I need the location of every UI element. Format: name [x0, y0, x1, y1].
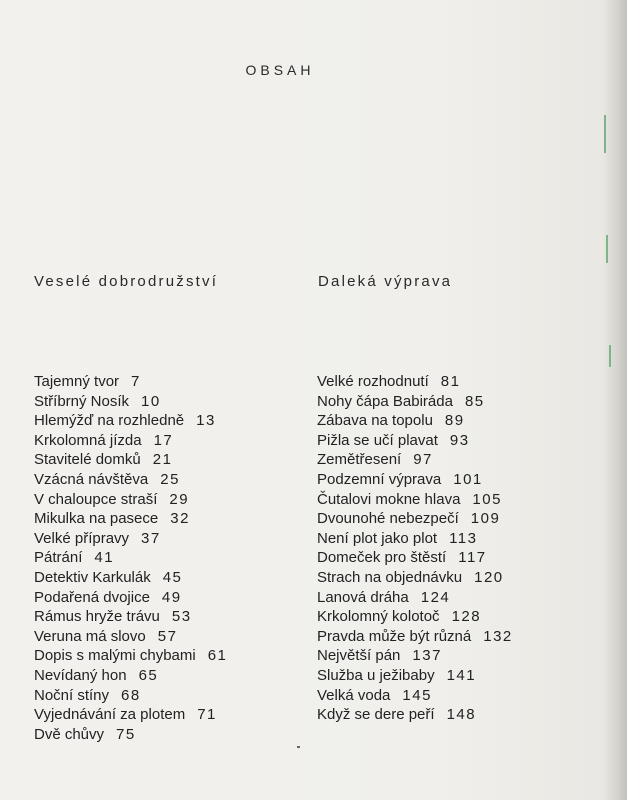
entry-page-number: 85 [464, 392, 485, 410]
contents-entry [34, 548, 227, 568]
entry-title: Krkolomný kolotoč [317, 608, 440, 626]
entry-page-number: 93 [449, 431, 470, 449]
entry-title: Velké rozhodnutí [317, 373, 429, 390]
entry-title: Nohy čápa Babiráda [317, 392, 453, 410]
page-mark [297, 746, 300, 748]
contents-entry [317, 568, 513, 588]
contents-entry [34, 607, 227, 627]
entry-page-number: 124 [420, 588, 451, 606]
contents-entry [317, 372, 513, 392]
contents-entry [34, 509, 227, 529]
green-margin-mark [606, 235, 608, 263]
contents-entry [317, 450, 513, 470]
entry-title: Není plot jako plot [317, 529, 438, 547]
entry-page-number: 89 [444, 412, 465, 430]
entry-title: Noční stíny [34, 686, 110, 704]
entry-title: Vyjednávání za plotem [34, 706, 186, 724]
page-edge-shadow [603, 0, 627, 800]
contents-entry [34, 529, 227, 549]
entry-page-number: 37 [141, 529, 161, 547]
contents-entry [317, 548, 513, 568]
entry-page-number: 128 [451, 608, 482, 626]
contents-entry [317, 490, 513, 510]
contents-entry [34, 372, 227, 392]
entry-page-number: 53 [171, 608, 192, 626]
contents-entry [34, 666, 227, 686]
entry-page-number: 105 [472, 490, 502, 508]
entry-page-number: 21 [152, 451, 173, 469]
entry-page-number: 41 [94, 549, 115, 567]
entry-page-number: 13 [196, 412, 216, 430]
contents-entry [34, 490, 227, 510]
entry-page-number: 32 [170, 510, 190, 528]
entry-page-number: 117 [458, 549, 487, 567]
entry-page-number: 97 [413, 451, 433, 469]
entry-page-number: 81 [440, 373, 461, 390]
contents-entry [317, 686, 513, 706]
left-section-title: Veselé dobrodružství [34, 273, 219, 290]
green-margin-mark [609, 345, 611, 367]
entry-title: Domeček pro štěstí [317, 549, 447, 567]
entry-page-number: 109 [470, 510, 501, 528]
entry-title: Čutalovi mokne hlava [317, 490, 461, 508]
entry-page-number: 45 [162, 568, 183, 586]
entry-title: Pravda může být různá [317, 627, 472, 645]
contents-entry [34, 588, 227, 608]
entry-title: Nevídaný hon [34, 666, 127, 684]
entry-page-number: 10 [141, 392, 161, 410]
contents-entry [317, 470, 513, 490]
contents-entry [317, 646, 513, 666]
entry-page-number: 137 [412, 647, 442, 665]
entry-page-number: 49 [161, 588, 182, 606]
entry-page-number: 141 [446, 666, 477, 684]
entry-page-number: 17 [153, 431, 174, 449]
entry-title: Pižla se učí plavat [317, 431, 438, 449]
entry-page-number: 113 [449, 529, 478, 547]
entry-title: Vzácná návštěva [34, 470, 149, 488]
contents-entry [34, 686, 227, 706]
entry-title: Stříbrný Nosík [34, 392, 130, 410]
entry-page-number: 57 [157, 627, 178, 645]
entry-page-number: 65 [138, 666, 159, 684]
contents-entry [317, 392, 513, 412]
entry-page-number: 68 [121, 686, 141, 704]
contents-entry [317, 431, 513, 451]
contents-entry [34, 470, 227, 490]
contents-entry [317, 509, 513, 529]
entry-title: Krkolomná jízda [34, 431, 142, 449]
entry-title: Podařená dvojice [34, 588, 150, 606]
contents-entry [34, 725, 227, 745]
contents-entry [317, 607, 513, 627]
entry-page-number: 148 [446, 706, 477, 724]
contents-entry [34, 705, 227, 725]
entry-title: Zábava na topolu [317, 412, 433, 430]
contents-entry [317, 627, 513, 647]
entry-title: Velké přípravy [34, 529, 130, 547]
entry-title: Tajemný tvor [34, 373, 120, 390]
entry-page-number: 120 [474, 568, 504, 586]
green-margin-mark [604, 115, 606, 153]
entry-title: Dopis s malými chybami [34, 647, 196, 665]
contents-entry [317, 529, 513, 549]
right-contents-list [317, 372, 513, 725]
entry-title: Velká voda [317, 686, 391, 704]
entry-title: V chaloupce straší [34, 490, 158, 508]
contents-entry [34, 646, 227, 666]
entry-page-number: 75 [116, 725, 136, 743]
contents-entry [34, 431, 227, 451]
entry-title: Největší pán [317, 647, 401, 665]
entry-page-number: 25 [160, 470, 180, 488]
contents-heading: OBSAH [245, 62, 315, 78]
entry-title: Lanová dráha [317, 588, 409, 606]
contents-entry [317, 666, 513, 686]
contents-entry [34, 450, 227, 470]
entry-title: Když se dere peří [317, 706, 435, 724]
entry-title: Veruna má slovo [34, 627, 146, 645]
entry-title: Dvounohé nebezpečí [317, 510, 459, 528]
right-section-title: Daleká výprava [318, 273, 453, 290]
entry-title: Detektiv Karkulák [34, 568, 151, 586]
contents-entry [34, 568, 227, 588]
entry-title: Mikulka na pasece [34, 510, 159, 528]
entry-page-number: 29 [169, 490, 190, 508]
entry-page-number: 132 [483, 627, 513, 645]
entry-page-number: 101 [453, 470, 483, 488]
entry-title: Stavitelé domků [34, 451, 141, 469]
entry-page-number: 61 [207, 647, 228, 665]
contents-entry [34, 627, 227, 647]
entry-title: Pátrání [34, 549, 83, 567]
entry-title: Zemětřesení [317, 451, 402, 469]
contents-entry [317, 705, 513, 725]
left-contents-list [34, 372, 227, 744]
entry-title: Strach na objednávku [317, 568, 463, 586]
contents-entry [317, 411, 513, 431]
entry-title: Rámus hryže trávu [34, 608, 160, 626]
entry-title: Služba u ježibaby [317, 666, 435, 684]
entry-title: Dvě chůvy [34, 725, 105, 743]
entry-title: Hlemýžď na rozhledně [34, 412, 185, 430]
entry-title: Podzemní výprava [317, 470, 442, 488]
contents-entry [34, 392, 227, 412]
entry-page-number: 7 [131, 373, 141, 390]
entry-page-number: 71 [197, 706, 217, 724]
contents-entry [317, 588, 513, 608]
entry-page-number: 145 [402, 686, 432, 704]
contents-entry [34, 411, 227, 431]
